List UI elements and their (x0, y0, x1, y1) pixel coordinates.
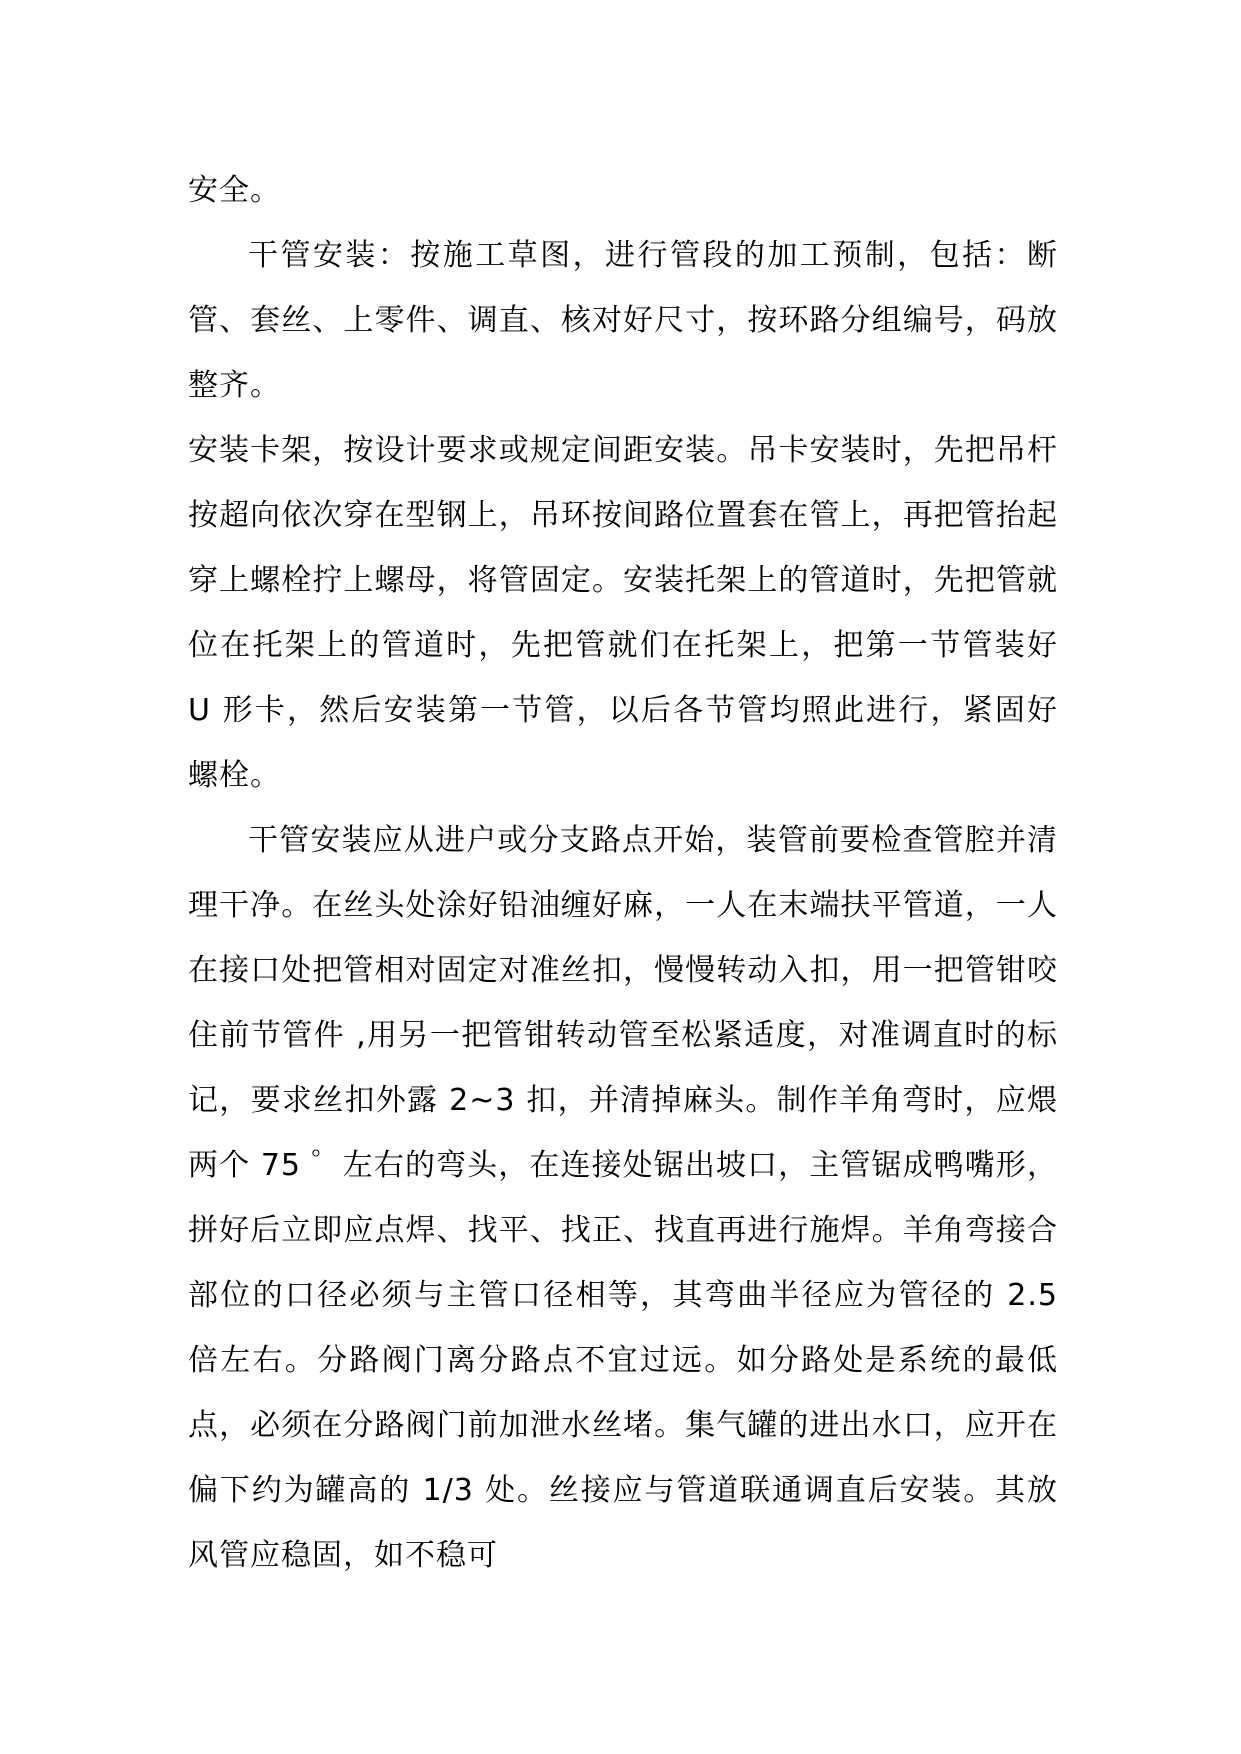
paragraph-safety: 安全。 (188, 173, 281, 208)
paragraph-bracket-install: 安装卡架，按设计要求或规定间距安装。吊卡安装时，先把吊杆按超向依次穿在型钢上，吊环按间路位置套在管上，再把管抬起穿上螺栓拧上螺母，将管固定。安装托架上的管道时，先把管就位在托架上的管道时，先把管就们在托架上，把第一节管装好 U 形卡，然后安装第一节管，以后各节管均照此进行，紧固好螺栓。 (188, 433, 1058, 793)
paragraph-main-pipe-install: 干管安装应从进户或分支路点开始，装管前要检查管腔并清理干净。在丝头处涂好铅油缠好麻，一人在末端扶平管道，一人在接口处把管相对固定对准丝扣，慢慢转动入扣，用一把管钳咬住前节管件 ,用另一把管钳转动管至松紧适度，对准调直时的标记，要求丝扣外露 2~3 扣，并清掉麻头。制作羊角弯时，应煨两个 75 ゜左右的弯头，在连接处锯出坡口，主管锯成鸭嘴形，拼好后立即应点焊、找平、找正、找直再进行施焊。羊角弯接合部位的口径必须与主管口径相等，其弯曲半径应为管径的 2.5 倍左右。分路阀门离分路点不宜过远。如分路处是系统的最低点，必须在分路阀门前加泄水丝堵。集气罐的进出水口，应开在偏下约为罐高的 1/3 处。丝接应与管道联通调直后安装。其放风管应稳固，如不稳可 (188, 823, 1058, 1573)
body-text (188, 158, 1058, 1588)
paragraph-main-pipe-prefab: 干管安装：按施工草图，进行管段的加工预制，包括：断管、套丝、上零件、调直、核对好尺寸，按环路分组编号，码放整齐。 (188, 238, 1058, 403)
